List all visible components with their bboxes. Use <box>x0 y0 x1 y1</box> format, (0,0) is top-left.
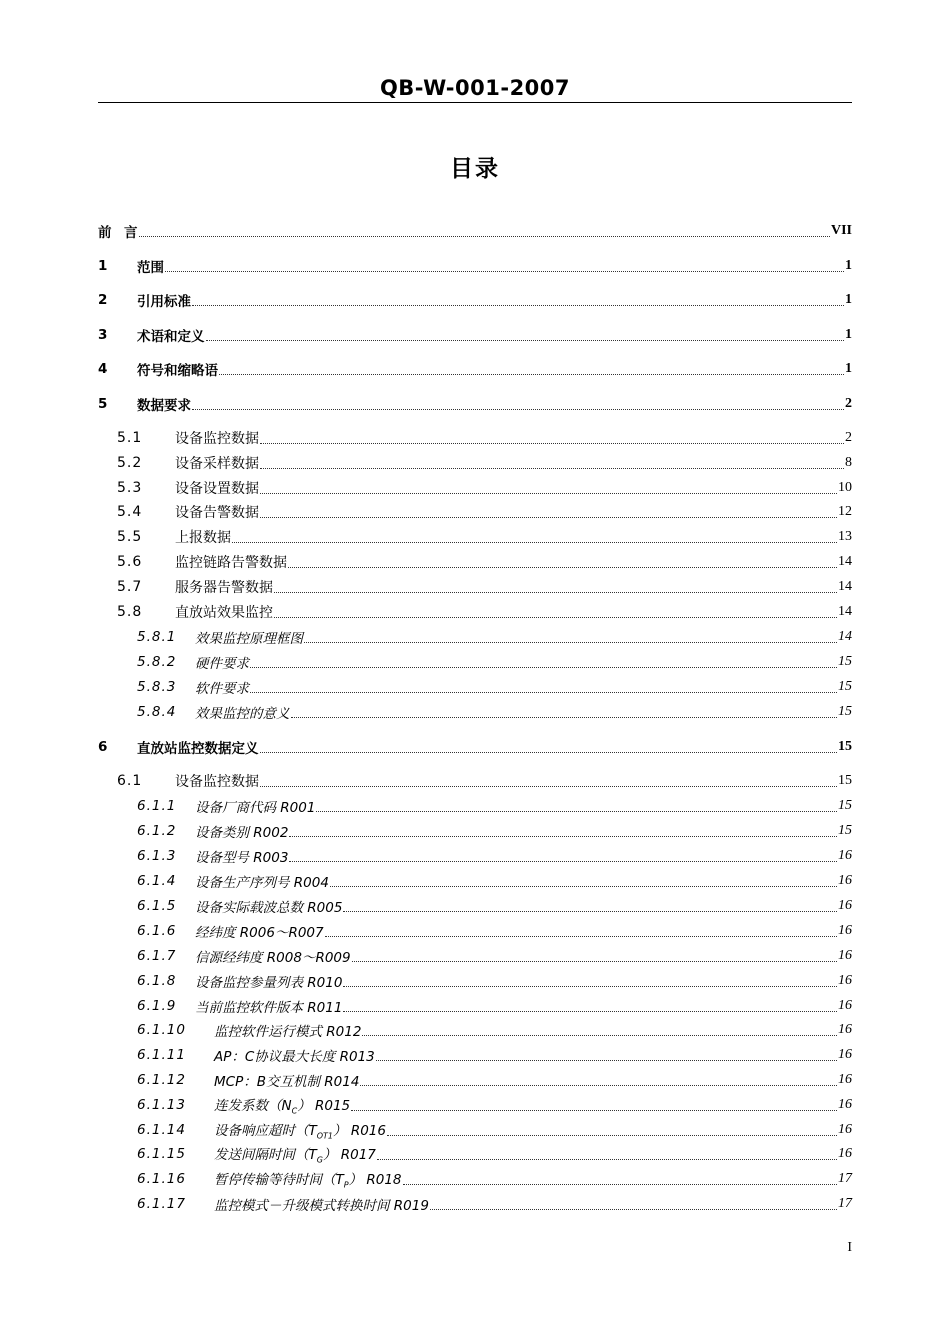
toc-entry-page: 1 <box>845 258 852 273</box>
toc-entry[interactable] <box>137 677 852 697</box>
toc-entry-title <box>137 256 164 276</box>
toc-entry-title <box>214 1194 429 1214</box>
toc-entry-title <box>175 552 287 572</box>
toc-entry-number: 5.7 <box>117 579 143 595</box>
toc-entry-title-text: 言 <box>124 225 138 241</box>
toc-entry-page: 13 <box>838 529 852 544</box>
toc-entry[interactable] <box>98 394 852 414</box>
toc-entry[interactable] <box>117 527 852 547</box>
toc-entry-number: 6.1.9 <box>137 998 177 1014</box>
toc-entry-title-text: 经纬度 R006～R007 <box>195 925 324 941</box>
toc-entry-number: 6.1.4 <box>137 873 177 889</box>
toc-entry-title <box>175 428 259 448</box>
toc-entry-title-text: 符号和缩略语 <box>137 363 218 379</box>
toc-entry-title-text: MCP：B交互机制 R014 <box>214 1074 360 1090</box>
toc-entry-page: 15 <box>838 739 852 754</box>
dot-leader <box>291 717 838 718</box>
toc-entry-number: 5.8 <box>117 604 143 620</box>
toc-entry-title <box>195 871 329 891</box>
toc-entry[interactable] <box>137 1144 852 1164</box>
dot-leader <box>343 911 837 912</box>
toc-entry-number: 4 <box>98 361 108 377</box>
toc-entry-title <box>175 527 231 547</box>
dot-leader <box>316 811 837 812</box>
toc-entry[interactable] <box>137 1120 852 1140</box>
toc-entry[interactable] <box>137 627 852 647</box>
dot-leader <box>139 236 830 237</box>
dot-leader <box>260 468 844 469</box>
toc-entry-title <box>195 677 249 697</box>
dot-leader <box>304 642 837 643</box>
toc-entry-title <box>137 737 259 757</box>
toc-entry-number: 5 <box>98 396 108 412</box>
toc-entry-title-text: 硬件要求 <box>195 656 249 672</box>
toc-entry-title-text: 设备监控数据 <box>175 774 259 790</box>
dot-leader <box>343 1011 837 1012</box>
toc-entry-title <box>195 921 324 941</box>
toc-entry-title-suffix: ） R017 <box>322 1147 376 1164</box>
toc-entry-page: 17 <box>838 1171 852 1186</box>
toc-entry[interactable] <box>137 996 852 1016</box>
toc-entry-title <box>214 1094 350 1116</box>
toc-entry-title-text: 设备设置数据 <box>175 481 259 497</box>
toc-entry-title-text: 直放站效果监控 <box>175 605 273 621</box>
toc-entry[interactable] <box>98 359 852 379</box>
toc-entry-title <box>195 821 288 841</box>
dot-leader <box>288 567 837 568</box>
toc-entry-title <box>137 394 191 414</box>
toc-entry-page: 15 <box>838 679 852 694</box>
toc-entry-page: 15 <box>838 773 852 788</box>
toc-entry[interactable] <box>117 478 852 498</box>
toc-entry-number: 6.1.1 <box>137 798 177 814</box>
toc-entry-page: 16 <box>838 998 852 1013</box>
toc-entry-number: 3 <box>98 327 108 343</box>
toc-entry[interactable] <box>98 737 852 757</box>
toc-entry-number: 6.1.12 <box>137 1072 186 1088</box>
toc-entry-title-text: 数据要求 <box>137 398 191 414</box>
toc-entry-title <box>137 325 205 345</box>
toc-title: 目录 <box>450 156 500 182</box>
toc-entry[interactable] <box>137 702 852 722</box>
toc-entry[interactable] <box>98 290 852 310</box>
toc-entry-page: 16 <box>838 973 852 988</box>
toc-entry-title-text: 连发系数（N <box>214 1098 292 1115</box>
toc-entry-title <box>195 971 342 991</box>
dot-leader <box>360 1085 837 1086</box>
dot-leader <box>260 443 844 444</box>
toc-entry-number: 2 <box>98 292 108 308</box>
toc-entry[interactable] <box>117 577 852 597</box>
toc-entry-title-text: 监控链路告警数据 <box>175 555 287 571</box>
toc-entry-page: 16 <box>838 1097 852 1112</box>
toc-entry-number: 5.8.2 <box>137 654 177 670</box>
toc-entry-number: 5.2 <box>117 455 143 471</box>
toc-entry-title-text: 信源经纬度 R008～R009 <box>195 950 351 966</box>
toc-entry-title-text: 发送间隔时间（T <box>214 1147 317 1164</box>
toc-entry[interactable] <box>117 502 852 522</box>
toc-entry[interactable] <box>137 1194 852 1214</box>
toc-entry[interactable] <box>137 921 852 941</box>
toc-entry-page: 16 <box>838 1047 852 1062</box>
dot-leader <box>192 305 844 306</box>
toc-entry-title-suffix: ） R015 <box>297 1098 351 1115</box>
toc-entry-title-suffix: ） R018 <box>348 1172 402 1189</box>
toc-entry-page: 15 <box>838 823 852 838</box>
toc-entry-number: 6.1.6 <box>137 923 177 939</box>
toc-entry-number: 6.1 <box>117 773 143 789</box>
toc-entry-page: 12 <box>838 504 852 519</box>
toc-entry-title <box>195 796 315 816</box>
toc-entry-page: 16 <box>838 873 852 888</box>
toc-entry-number: 5.4 <box>117 504 143 520</box>
dot-leader <box>325 936 837 937</box>
toc-entry-title-text: 服务器告警数据 <box>175 580 273 596</box>
toc-entry[interactable] <box>137 796 852 816</box>
toc-entry-title <box>195 996 342 1016</box>
toc-entry-title <box>195 896 342 916</box>
toc-entry-page: 16 <box>838 898 852 913</box>
dot-leader <box>206 340 845 341</box>
toc-entry[interactable] <box>137 652 852 672</box>
toc-entry[interactable] <box>137 971 852 991</box>
toc-entry-page: 1 <box>845 327 852 342</box>
toc-entry-page: 16 <box>838 948 852 963</box>
dot-leader <box>260 786 837 787</box>
dot-leader <box>289 861 837 862</box>
toc-entry-title-text: 范围 <box>137 260 164 276</box>
toc-entry-title-text: 设备厂商代码 R001 <box>195 800 316 816</box>
toc-entry-number: 6.1.16 <box>137 1171 186 1187</box>
toc-entry-page: 1 <box>845 361 852 376</box>
dot-leader <box>362 1035 837 1036</box>
toc-entry-title-text: 引用标准 <box>137 294 191 310</box>
dot-leader <box>219 374 844 375</box>
toc-entry[interactable] <box>117 453 852 473</box>
toc-entry-title-text: 设备告警数据 <box>175 505 259 521</box>
toc-entry[interactable] <box>137 1045 852 1065</box>
toc-entry-page: 14 <box>838 604 852 619</box>
toc-entry[interactable] <box>117 771 852 791</box>
dot-leader <box>165 271 844 272</box>
toc-entry-number: 5.6 <box>117 554 143 570</box>
dot-leader <box>192 409 844 410</box>
toc-entry-page: 16 <box>838 1072 852 1087</box>
dot-leader <box>376 1060 837 1061</box>
toc-entry-title <box>175 602 273 622</box>
toc-entry-number: 6.1.14 <box>137 1122 186 1138</box>
toc-entry-page: 15 <box>838 704 852 719</box>
toc-entry[interactable] <box>137 946 852 966</box>
toc-entry-title-text: 效果监控的意义 <box>195 706 290 722</box>
toc-entry-number: 6 <box>98 739 108 755</box>
toc-entry-page: 10 <box>838 480 852 495</box>
toc-entry-title <box>175 453 259 473</box>
toc-entry-page: VII <box>830 223 852 238</box>
toc-entry-number: 6.1.15 <box>137 1146 186 1162</box>
dot-leader <box>260 517 837 518</box>
toc-entry-number: 6.1.2 <box>137 823 177 839</box>
toc-entry-number: 前 <box>98 225 112 241</box>
toc-entry-page: 2 <box>845 430 852 445</box>
dot-leader <box>232 542 837 543</box>
toc-entry[interactable] <box>117 552 852 572</box>
toc-entry-title-text: 设备生产序列号 R004 <box>195 875 329 891</box>
toc-entry-title-text: 暂停传输等待时间（T <box>214 1172 344 1189</box>
dot-leader <box>430 1209 837 1210</box>
dot-leader <box>343 986 837 987</box>
dot-leader <box>330 886 837 887</box>
toc-entry-page: 16 <box>838 1022 852 1037</box>
toc-entry-page: 14 <box>838 629 852 644</box>
toc-entry-title-suffix: ） R016 <box>333 1123 386 1140</box>
toc-entry[interactable] <box>137 821 852 841</box>
page-number: I <box>847 1240 852 1255</box>
toc-entry-page: 14 <box>838 554 852 569</box>
toc-entry-page: 1 <box>845 292 852 307</box>
toc-entry-title <box>214 1070 359 1090</box>
toc-entry-title <box>214 1119 386 1141</box>
dot-leader <box>403 1184 837 1185</box>
dot-leader <box>274 592 837 593</box>
toc-entry-number: 5.8.3 <box>137 679 177 695</box>
toc-entry-page: 8 <box>845 455 852 470</box>
toc-entry-subscript: G <box>316 1155 323 1165</box>
toc-entry[interactable] <box>137 1169 852 1189</box>
dot-leader <box>387 1135 837 1136</box>
toc-entry-title <box>214 1143 376 1165</box>
dot-leader <box>260 493 837 494</box>
document-code-header: QB-W-001-2007 <box>379 76 571 100</box>
toc-entry-title-text: 设备监控数据 <box>175 431 259 447</box>
toc-entry-number: 5.1 <box>117 430 143 446</box>
toc-entry-page: 15 <box>838 654 852 669</box>
toc-entry-title-text: 监控软件运行模式 R012 <box>214 1024 362 1040</box>
toc-entry-title-text: 设备类别 R002 <box>195 825 289 841</box>
toc-entry-title-text: 直放站监控数据定义 <box>137 741 259 757</box>
toc-entry[interactable] <box>137 1095 852 1115</box>
dot-leader <box>352 961 837 962</box>
dot-leader <box>289 836 837 837</box>
toc-entry[interactable] <box>98 256 852 276</box>
toc-entry-page: 2 <box>845 396 852 411</box>
toc-entry[interactable] <box>137 1070 852 1090</box>
dot-leader <box>260 752 838 753</box>
toc-entry-subscript: OT1 <box>316 1131 334 1141</box>
toc-entry-number: 6.1.8 <box>137 973 177 989</box>
toc-entry[interactable] <box>137 846 852 866</box>
toc-entry-title-text: 上报数据 <box>175 530 231 546</box>
toc-entry-number: 1 <box>98 258 108 274</box>
toc-entry-title <box>195 846 288 866</box>
toc-entry-title <box>195 652 249 672</box>
toc-entry-title <box>124 221 138 241</box>
toc-entry-subscript: C <box>291 1106 298 1116</box>
toc-entry[interactable] <box>98 221 852 241</box>
toc-entry[interactable] <box>98 325 852 345</box>
toc-entry-title <box>175 771 259 791</box>
toc-entry-title <box>137 290 191 310</box>
toc-entry-number: 6.1.10 <box>137 1022 186 1038</box>
toc-entry-page: 16 <box>838 848 852 863</box>
toc-entry-number: 5.8.4 <box>137 704 177 720</box>
dot-leader <box>250 667 837 668</box>
toc-entry-title <box>175 478 259 498</box>
toc-entry-title-text: 设备型号 R003 <box>195 850 289 866</box>
dot-leader <box>274 617 837 618</box>
toc-entry-title-text: 设备实际载波总数 R005 <box>195 900 343 916</box>
dot-leader <box>351 1110 837 1111</box>
toc-entry-title-text: 监控模式－升级模式转换时间 R019 <box>214 1198 429 1214</box>
toc-entry-number: 5.5 <box>117 529 143 545</box>
toc-entry-number: 5.8.1 <box>137 629 177 645</box>
toc-entry-page: 17 <box>838 1196 852 1211</box>
toc-entry-title <box>195 627 303 647</box>
toc-entry-page: 14 <box>838 579 852 594</box>
header-rule <box>98 102 852 103</box>
toc-entry-title-text: 设备响应超时（T <box>214 1123 317 1140</box>
toc-entry-number: 6.1.17 <box>137 1196 186 1212</box>
toc-entry-title <box>214 1045 375 1065</box>
toc-entry-title <box>175 502 259 522</box>
toc-entry-number: 6.1.7 <box>137 948 177 964</box>
toc-entry-title-text: 软件要求 <box>195 681 249 697</box>
toc-entry-title <box>137 359 218 379</box>
toc-entry-title <box>214 1168 402 1190</box>
toc-entry-title-text: 术语和定义 <box>137 329 205 345</box>
toc-entry[interactable] <box>137 871 852 891</box>
toc-entry-title <box>175 577 273 597</box>
toc-entry-number: 6.1.13 <box>137 1097 186 1113</box>
toc-entry-page: 16 <box>838 1122 852 1137</box>
toc-entry[interactable] <box>137 896 852 916</box>
toc-entry-number: 5.3 <box>117 480 143 496</box>
toc-entry-number: 6.1.11 <box>137 1047 186 1063</box>
toc-entry-page: 15 <box>838 798 852 813</box>
toc-entry-title <box>195 702 290 722</box>
toc-entry-page: 16 <box>838 1146 852 1161</box>
toc-entry-title-text: 效果监控原理框图 <box>195 631 303 647</box>
toc-entry-title <box>195 946 351 966</box>
toc-entry-title-text: 当前监控软件版本 R011 <box>195 1000 343 1016</box>
toc-entry-subscript: P <box>343 1180 349 1190</box>
toc-entry-title <box>214 1020 361 1040</box>
toc-entry-number: 6.1.3 <box>137 848 177 864</box>
toc-entry-page: 16 <box>838 923 852 938</box>
toc-entry-title-text: AP：C协议最大长度 R013 <box>214 1049 375 1065</box>
dot-leader <box>377 1159 837 1160</box>
toc-entry-number: 6.1.5 <box>137 898 177 914</box>
toc-entry-title-text: 设备监控参量列表 R010 <box>195 975 343 991</box>
toc-entry[interactable] <box>117 428 852 448</box>
toc-entry[interactable] <box>137 1020 852 1040</box>
dot-leader <box>250 692 837 693</box>
toc-entry-title-text: 设备采样数据 <box>175 456 259 472</box>
toc-entry[interactable] <box>117 602 852 622</box>
